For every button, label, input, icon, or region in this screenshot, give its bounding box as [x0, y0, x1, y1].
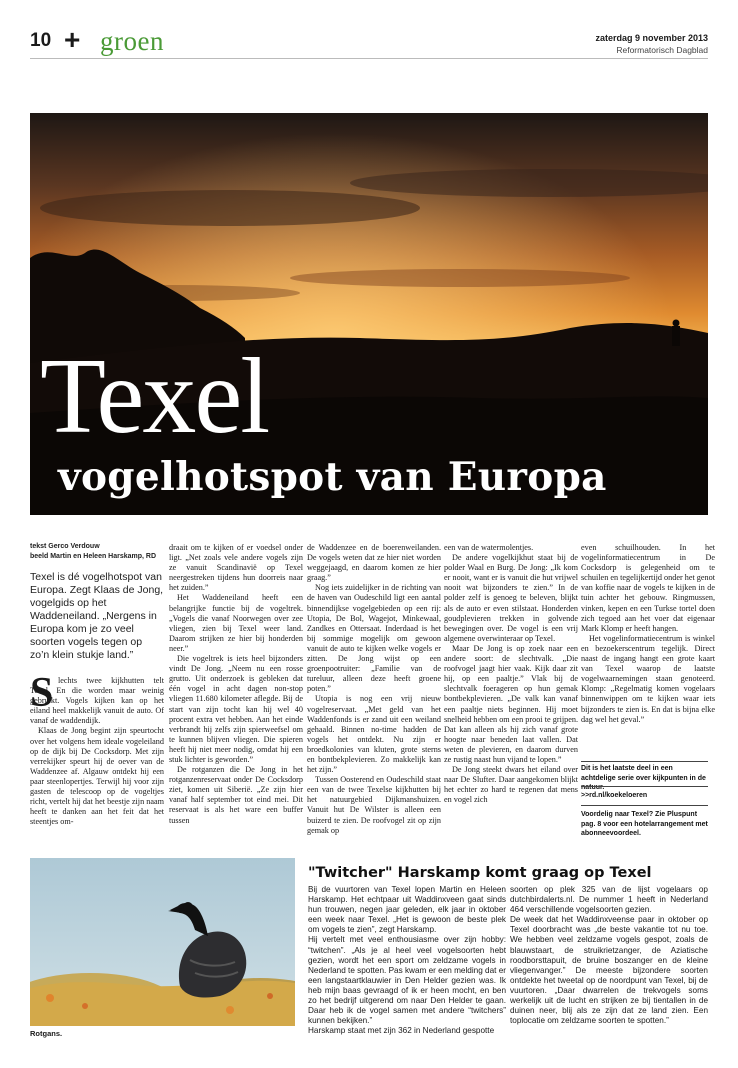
paragraph: Die vogeltrek is iets heel bijzonders vindt De Jong. „Neem nu een rosse grutto. Uit onderzoek is gebleken dat één vogel in acht dagen non-stop vliegen 11.680 kilometer aflegde. Bij de start van zijn tocht kan hij wel 40 procent extra vet hebben. Aan het einde verbrandt hij zelfs zijn spierweefsel om te kunnen blijven vliegen. Die spieren heeft hij niet meer nodig, omdat hij een stuk lichter is geworden.” — [169, 654, 303, 764]
note-divider — [581, 805, 708, 806]
offer-note: Voordelig naar Texel? Zie Pluspunt pag. 8 voor een hotelarrangement met abonneevoordeel. — [581, 811, 708, 837]
section-name: groen — [100, 26, 164, 56]
newspaper-name: Reformatorisch Dagblad — [616, 45, 708, 55]
paragraph: Maar De Jong is op zoek naar een andere soort: de slechtvalk. „Die roofvogel jaagt hier vaak. Kijk daar zit hij, op een paaltje.” Vlak bij de slechtvalk foerageren op hun gemak bontbekplevieren. „De valk kan vanaf een paaltje niets beginnen. Hij moet snelheid hebben om een prooi te grijpen. Dat kan alleen als hij zich vanaf grote hoogte naar beneden laat vallen. Dat weten de plevieren, en daarom durven ze rustig naast hun vijand te lopen.” — [444, 643, 578, 764]
paragraph: een van de watermolentjes. — [444, 543, 534, 552]
drop-cap: S — [30, 670, 54, 716]
issue-date: zaterdag 9 november 2013 — [595, 33, 708, 43]
note-divider — [581, 786, 708, 787]
paragraph: De week dat het Waddinxveense paar in oktober op Texel doorbracht was „de beste vakantie tot nu toe. We hebben veel zeldzame vogels gespot, zoals de blauwstaart, de struikrietzanger, de Aziatische roodborsttapuit, de bruine boszanger en de kleine vliegenvanger.” De meeste bijzondere soorten ontdekte het tweetal op de noordpunt van Texel, bij de vuurtoren. „Daar dwarrelen de trekvogels soms werkelijk uit de lucht en strijken ze bij tientallen in de duinen neer, blij als ze zijn dat ze land zien. Een toplocatie om zeldzame soorten te spotten.” — [510, 915, 708, 1026]
paragraph: Bij de vuurtoren van Texel lopen Martin en Heleen Harskamp. Het echtpaar uit Waddinxveen gaat sinds hun trouwen, negen jaar geleden, elk jaar in oktober een week naar Texel. „Het is gewoon de beste plek om vogels te zien”, zegt Harskamp. — [308, 885, 506, 935]
paragraph: Nog iets zuidelijker in de richting van de haven van Oudeschild ligt een aantal binnendijkse vogelgebieden op een rij: Utopia, De Bol, Wagejot, Minkewaal, Zandkes en Ottersaat. Inderdaad is het bij sommige mogelijk om gewoon vanuit de auto te kijken welke vogels er zitten. De Jong wijst op een groenpootruiter: „Familie van de tureluur, alleen deze heeft groene poten.” — [307, 583, 441, 694]
series-note: Dit is het laatste deel in een achtdelige serie over kijkpunten in de natuur. — [581, 765, 706, 791]
paragraph: even schuilhouden. In het vogelinformatiecentrum in De Cocksdorp is gelegenheid om te schuilen en tegelijkertijd onder het genot van koffie naar de vogels te kijken in de tuin achter het gebouw. Ringmussen, vinken, kepen en een Turkse tortel doen zich tegoed aan het voer dat eigenaar Mark Klomp er heeft hangen. — [581, 543, 715, 633]
article-column-2 — [169, 543, 303, 826]
paragraph: De Jong steekt dwars het eiland over naar De Slufter. Daar aangekomen blijkt het echter zo hard te regenen dat mens en vogel zich — [444, 765, 578, 805]
paragraph: De rotganzen die De Jong in het rotganzenreservaat onder De Cocksdorp ziet, komen uit Siberië. „Ze zijn hier vanaf half september tot eind mei. Dit reservaat is als het ware een buffer tussen — [169, 765, 303, 825]
credit-text: tekst Gerco Verdouw — [30, 543, 100, 550]
header-divider — [30, 58, 708, 59]
paragraph: Tussen Oosterend en Oudeschild staat een van de twee Texelse kijkhutten bij het natuurgebied Dijkmanshuizen. Vanuit hut De Wilster is alleen een buizerd te zien. De roofvogel zit op zijn gemak op — [307, 775, 441, 835]
hero-subtitle: vogelhotspot van Europa — [58, 454, 607, 500]
note-divider — [581, 761, 708, 762]
credit-photo: beeld Martin en Heleen Harskamp, RD — [30, 553, 157, 560]
twitcher-column-2 — [510, 885, 708, 1026]
paragraph: de Waddenzee en de boerenweilanden. De vogels weten dat ze hier niet worden weggejaagd, en daarom komen ze hier graag.” — [307, 543, 441, 583]
paragraph: Klaas de Jong begint zijn speurtocht over het volgens hem ideale vogeleiland op de dijk bij De Cocksdorp. Met zijn verrekijker speurt hij de oever van de Waddenzee af. Algauw ontdekt hij een paar steenlopertjes. Terwijl hij voor zijn gasten de telescoop op de vogeltjes richt, vertelt hij dat het beestje zijn naam heeft te danken aan het feit dat het steentjes om- — [30, 726, 164, 827]
paragraph: lechts twee kijkhutten telt Texel. En die worden maar weinig gebruikt. Vogels kijken kan op het eiland heel makkelijk vanuit de auto. Of vanaf de waddendijk. — [30, 676, 164, 726]
brent-goose-image — [30, 858, 295, 1026]
paragraph: draait om te kijken of er voedsel onder ligt. „Net zoals vele andere vogels zijn ze vanuit Scandinavië op Texel neergestreken tijdens hun doorreis naar het zuiden.” — [169, 543, 303, 593]
paragraph: Het Waddeneiland heeft een belangrijke functie bij de vogeltrek. „Vogels die vanaf Noorwegen over zee vliegen, zien bij Texel weer land. Daarom strijken ze hier bij honderden neer.” — [169, 593, 303, 653]
photo-caption: Rotgans. — [30, 1029, 63, 1038]
twitcher-column-1 — [308, 885, 506, 1036]
lead-paragraph: Texel is dé vogelhotspot van Europa. Zegt Klaas de Jong, vogelgids op het Waddeneiland. „Nergens in Europa kom je zo veel soorten vogels tegen op zo’n klein stukje land.” — [30, 571, 164, 661]
website-link[interactable]: >>rd.nl/koekeloeren — [581, 792, 648, 799]
article-column-5 — [581, 543, 715, 725]
article-column-3 — [307, 543, 441, 836]
brent-goose-photo — [30, 858, 295, 1026]
page-number: 10 — [30, 30, 52, 51]
paragraph: Harskamp staat met zijn 362 in Nederland gespotte — [308, 1026, 495, 1036]
hero-title: Texel — [40, 337, 269, 456]
article-column-4 — [444, 543, 578, 805]
paragraph: soorten op plek 325 van de lijst vogelaars op dutchbirdalerts.nl. De nummer 1 heeft in Nederland 464 verschillende vogelsoorten gezien. — [510, 885, 708, 915]
paragraph: De andere vogelkijkhut staat bij de polder Waal en Burg. De Jong: „Ik kom er nooit, want er is vanuit die hut vrijwel nooit wat bijzonders te zien.” In de polder zelf is genoeg te beleven, blijkt als de auto er even stilstaat. Honderden goudplevieren trekken in golvende bewegingen over. De vogel is een vrij algemene overwinteraar op Texel. — [444, 553, 578, 643]
article-column-1 — [30, 670, 164, 827]
paragraph: Het vogelinformatiecentrum is winkel en bezoekerscentrum tegelijk. Direct naast de ingang hangt een grote kaart van Texel waarop de laatste vogelwaarnemingen staan genoteerd. Klomp: „Regelmatig komen vogelaars binnenwippen om te kijken waar iets bijzonders te zien is. En dat is bijna elke dag wel het geval.” — [581, 633, 715, 724]
plus-logo: + — [64, 24, 81, 55]
paragraph: Utopia is nog een vrij nieuw vogelreservaat. „Met geld van het Waddenfonds is er zand uit een weiland gehaald. Binnen no-time hadden de vogels het ontdekt. Nu zijn er broedkolonies van kluten, grote sterns en bontbekplevieren. Zo makkelijk kan het zijn.” — [307, 694, 441, 775]
paragraph: Hij vertelt met veel enthousiasme over zijn hobby: “twitchen”. „Als je al heel veel vogelsoorten hebt gezien, wordt het een sport om zeldzame vogels in Nederland te spotten. Pas kwam er een melding dat er een langstaartklauwier in Den Helder gezien was. Ik heb mijn baas gevraagd of ik er heen mocht, en ben zo het bedrijf uitgerend om naar Den Helder te gaan. Daar heb ik de vogel samen met andere “twitchers” kunnen bekijken.” — [308, 935, 506, 1026]
twitcher-headline: "Twitcher" Harskamp komt graag op Texel — [308, 865, 652, 881]
